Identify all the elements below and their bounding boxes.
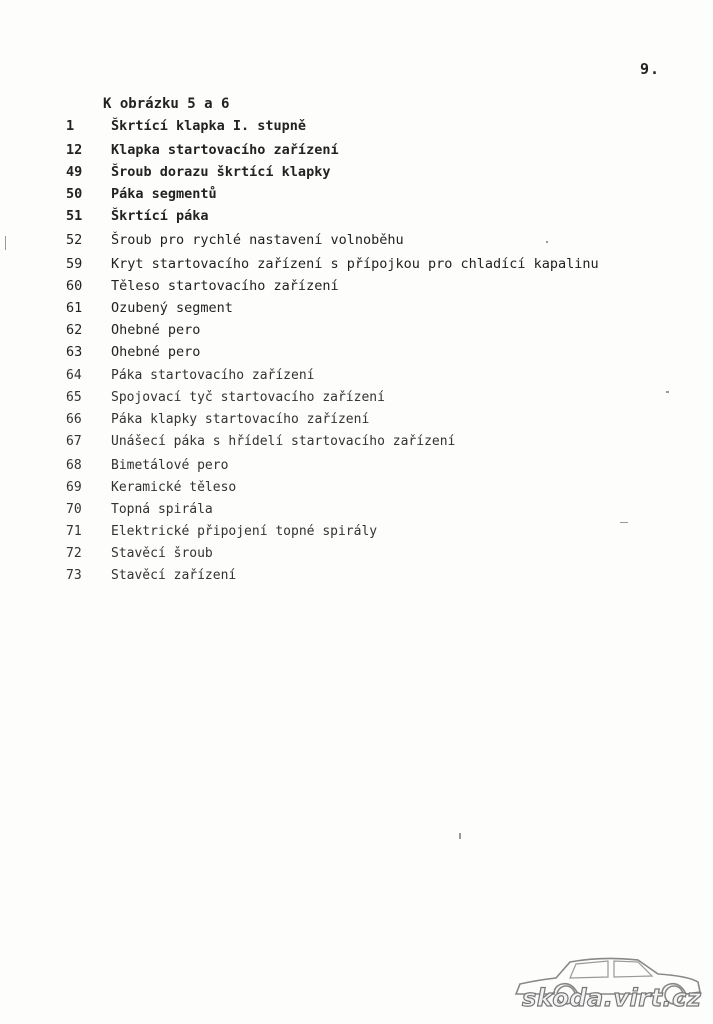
item-text: Páka segmentů [111, 186, 217, 202]
list-item [0, 232, 713, 252]
item-number: 66 [66, 412, 82, 427]
item-number: 62 [66, 322, 83, 338]
item-number: 70 [66, 502, 82, 517]
item-number: 49 [66, 164, 83, 180]
item-text: Ozubený segment [111, 300, 233, 316]
list-item [0, 434, 713, 454]
scan-speck [666, 391, 669, 393]
item-number: 69 [66, 480, 82, 495]
item-text: Spojovací tyč startovacího zařízení [111, 390, 385, 405]
section-heading: K obrázku 5 a 6 [103, 96, 230, 112]
list-item [0, 118, 713, 138]
item-text: Ohebné pero [111, 322, 201, 338]
item-number: 73 [66, 568, 82, 583]
list-item [0, 186, 713, 206]
list-item [0, 568, 713, 588]
list-item [0, 208, 713, 228]
item-text: Šroub pro rychlé nastavení volnoběhu [111, 232, 404, 248]
item-number: 68 [66, 458, 82, 473]
item-number: 12 [66, 142, 83, 158]
item-text: Stavěcí šroub [111, 546, 213, 561]
page-number: 9. [640, 60, 661, 78]
item-text: Keramické těleso [111, 480, 237, 495]
item-text: Bimetálové pero [111, 458, 229, 473]
item-text: Kryt startovacího zařízení s přípojkou pro chladící kapalinu [111, 256, 599, 272]
list-item [0, 256, 713, 276]
item-number: 1 [66, 118, 75, 134]
watermark-text: skoda.virt.cz [522, 984, 702, 1012]
list-item [0, 502, 713, 522]
item-number: 50 [66, 186, 83, 202]
list-item [0, 164, 713, 184]
scan-speck [459, 833, 461, 839]
list-item [0, 368, 713, 388]
item-text: Topná spirála [111, 502, 213, 517]
item-number: 59 [66, 256, 83, 272]
item-text: Stavěcí zařízení [111, 568, 237, 583]
item-text: Těleso startovacího zařízení [111, 278, 339, 294]
item-text: Šroub dorazu škrtící klapky [111, 164, 331, 180]
list-item [0, 524, 713, 544]
item-text: Klapka startovacího zařízení [111, 142, 339, 158]
item-number: 67 [66, 434, 82, 449]
item-text: Ohebné pero [111, 344, 201, 360]
item-number: 51 [66, 208, 83, 224]
scan-speck [546, 241, 548, 243]
scan-speck [5, 236, 6, 250]
scan-speck [620, 522, 628, 523]
item-text: Unášecí páka s hřídelí startovacího zařízení [111, 434, 456, 449]
item-number: 61 [66, 300, 83, 316]
list-item [0, 412, 713, 432]
item-text: Škrtící klapka I. stupně [111, 118, 307, 134]
list-item [0, 322, 713, 342]
item-number: 71 [66, 524, 82, 539]
list-item [0, 344, 713, 364]
item-number: 63 [66, 344, 83, 360]
list-item [0, 300, 713, 320]
list-item [0, 278, 713, 298]
item-text: Škrtící páka [111, 208, 209, 224]
item-number: 72 [66, 546, 82, 561]
item-number: 52 [66, 232, 83, 248]
item-text: Elektrické připojení topné spirály [111, 524, 378, 539]
item-text: Páka klapky startovacího zařízení [111, 412, 370, 427]
list-item [0, 480, 713, 500]
item-number: 65 [66, 390, 82, 405]
list-item [0, 390, 713, 410]
list-item [0, 458, 713, 478]
watermark [508, 950, 708, 1020]
item-number: 64 [66, 368, 82, 383]
item-text: Páka startovacího zařízení [111, 368, 315, 383]
list-item [0, 142, 713, 162]
list-item [0, 546, 713, 566]
item-number: 60 [66, 278, 83, 294]
